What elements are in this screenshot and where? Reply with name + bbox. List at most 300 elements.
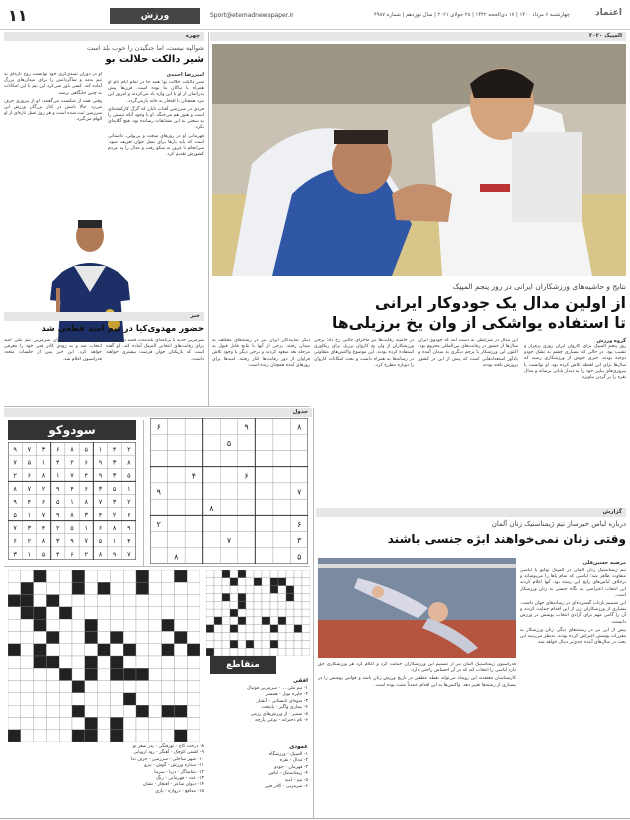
crossword-cell[interactable]: [136, 717, 149, 729]
crossword-cell[interactable]: [187, 619, 200, 631]
crossword-cell[interactable]: [222, 601, 230, 609]
crossword-cell[interactable]: [110, 570, 123, 582]
crossword-cell[interactable]: [110, 607, 123, 619]
sudoku-grid[interactable]: [150, 418, 308, 564]
crossword-cell[interactable]: [136, 656, 149, 668]
crossword-cell[interactable]: [230, 586, 238, 594]
crossword-cell[interactable]: [174, 644, 187, 656]
crossword-cell[interactable]: [162, 595, 175, 607]
crossword-cell[interactable]: [294, 640, 302, 648]
crossword-cell[interactable]: [246, 586, 254, 594]
crossword-cell[interactable]: [238, 633, 246, 641]
crossword-cell[interactable]: [187, 717, 200, 729]
crossword-cell[interactable]: [278, 586, 286, 594]
crossword-cell[interactable]: [136, 619, 149, 631]
crossword-cell[interactable]: [123, 681, 136, 693]
crossword-cell[interactable]: [214, 648, 222, 656]
crossword-cell[interactable]: [59, 717, 72, 729]
crossword-cell[interactable]: [294, 586, 302, 594]
crossword-cell[interactable]: [302, 593, 310, 601]
crossword-cell[interactable]: [214, 593, 222, 601]
crossword-cell[interactable]: [262, 609, 270, 617]
crossword-cell[interactable]: [246, 633, 254, 641]
crossword-cell[interactable]: [187, 607, 200, 619]
crossword-cell[interactable]: [278, 609, 286, 617]
crossword-cell[interactable]: [149, 595, 162, 607]
crossword-cell[interactable]: [46, 582, 59, 594]
crossword-cell[interactable]: [21, 631, 34, 643]
crossword-cell[interactable]: [149, 656, 162, 668]
crossword-cell[interactable]: [230, 601, 238, 609]
crossword-cell[interactable]: [123, 705, 136, 717]
crossword-cell[interactable]: [98, 681, 111, 693]
crossword-cell[interactable]: [162, 681, 175, 693]
crossword-block: [222, 593, 230, 601]
crossword-cell[interactable]: [254, 586, 262, 594]
crossword-cell[interactable]: [222, 633, 230, 641]
crossword-cell[interactable]: [174, 668, 187, 680]
crossword-cell[interactable]: [123, 607, 136, 619]
crossword-cell[interactable]: [286, 633, 294, 641]
crossword-cell[interactable]: [214, 570, 222, 578]
crossword-cell[interactable]: [270, 593, 278, 601]
crossword-cell[interactable]: [136, 681, 149, 693]
section-email[interactable]: Sport@etemadnewspaper.ir: [210, 12, 294, 19]
crossword-cell[interactable]: [254, 640, 262, 648]
crossword-cell[interactable]: [214, 586, 222, 594]
crossword-cell[interactable]: [187, 668, 200, 680]
crossword-cell[interactable]: [214, 578, 222, 586]
crossword-cell[interactable]: [72, 644, 85, 656]
crossword-cell[interactable]: [8, 570, 21, 582]
crossword-cell[interactable]: [286, 625, 294, 633]
crossword-cell[interactable]: [302, 633, 310, 641]
crossword-cell[interactable]: [98, 595, 111, 607]
crossword-cell[interactable]: [123, 619, 136, 631]
crossword-cell[interactable]: [286, 570, 294, 578]
crossword-cell[interactable]: [238, 609, 246, 617]
crossword-cell[interactable]: [286, 617, 294, 625]
crossword-cell[interactable]: [230, 593, 238, 601]
face-author: امیررضا احمدی: [166, 72, 204, 78]
crossword-cell[interactable]: [254, 648, 262, 656]
crossword-cell[interactable]: [21, 570, 34, 582]
crossword-cell[interactable]: [46, 717, 59, 729]
crossword-cell[interactable]: [46, 644, 59, 656]
crossword-cell[interactable]: [149, 570, 162, 582]
crossword-cell[interactable]: [72, 668, 85, 680]
clues-across: [208, 686, 308, 742]
crossword-cell[interactable]: [149, 668, 162, 680]
crossword-cell[interactable]: [85, 570, 98, 582]
crossword-cell[interactable]: [21, 693, 34, 705]
crossword-cell[interactable]: [46, 681, 59, 693]
crossword-cell[interactable]: [230, 617, 238, 625]
crossword-cell[interactable]: [34, 717, 47, 729]
crossword-cell[interactable]: [98, 570, 111, 582]
crossword-cell[interactable]: [238, 578, 246, 586]
crossword-cell[interactable]: [8, 693, 21, 705]
crossword-cell[interactable]: [46, 619, 59, 631]
crossword-cell[interactable]: [98, 656, 111, 668]
crossword-cell[interactable]: [8, 631, 21, 643]
crossword-cell[interactable]: [294, 578, 302, 586]
crossword-cell[interactable]: [262, 593, 270, 601]
crossword-block: [123, 644, 136, 656]
crossword-cell[interactable]: [206, 609, 214, 617]
crossword-cell[interactable]: [294, 648, 302, 656]
crossword-cell[interactable]: [72, 717, 85, 729]
crossword-cell[interactable]: [302, 625, 310, 633]
crossword-cell[interactable]: [123, 631, 136, 643]
crossword-cell[interactable]: [21, 681, 34, 693]
crossword-cell[interactable]: [206, 593, 214, 601]
crossword-cell[interactable]: [278, 601, 286, 609]
crossword-cell[interactable]: [222, 586, 230, 594]
crossword-cell[interactable]: [206, 633, 214, 641]
crossword-cell[interactable]: [149, 730, 162, 742]
crossword-cell[interactable]: [246, 601, 254, 609]
crossword-cell[interactable]: [187, 582, 200, 594]
crossword-cell[interactable]: [21, 619, 34, 631]
crossword-cell[interactable]: [230, 570, 238, 578]
crossword-cell[interactable]: [59, 681, 72, 693]
crossword-cell[interactable]: [34, 631, 47, 643]
crossword-cell[interactable]: [149, 644, 162, 656]
crossword-cell[interactable]: [8, 668, 21, 680]
crossword-cell[interactable]: [8, 607, 21, 619]
crossword-cell[interactable]: [262, 601, 270, 609]
crossword-cell[interactable]: [270, 601, 278, 609]
crossword-cell[interactable]: [187, 656, 200, 668]
crossword-cell[interactable]: [230, 633, 238, 641]
crossword-cell[interactable]: [214, 601, 222, 609]
crossword-cell[interactable]: [85, 582, 98, 594]
crossword-cell[interactable]: [98, 693, 111, 705]
crossword-cell[interactable]: [59, 582, 72, 594]
crossword-cell[interactable]: [46, 570, 59, 582]
crossword-cell[interactable]: [302, 609, 310, 617]
crossword-cell[interactable]: [46, 668, 59, 680]
crossword-cell[interactable]: [174, 717, 187, 729]
crossword-cell[interactable]: [302, 648, 310, 656]
crossword-cell[interactable]: [187, 730, 200, 742]
crossword-cell[interactable]: [286, 609, 294, 617]
crossword-cell[interactable]: [254, 601, 262, 609]
crossword-cell[interactable]: [294, 633, 302, 641]
crossword-cell[interactable]: [174, 595, 187, 607]
sudoku-digit: ۱: [112, 537, 117, 546]
crossword-cell[interactable]: [214, 640, 222, 648]
crossword-cell[interactable]: [98, 631, 111, 643]
crossword-cell[interactable]: [162, 656, 175, 668]
crossword-cell[interactable]: [246, 593, 254, 601]
crossword-cell[interactable]: [230, 648, 238, 656]
sudoku-digit: ۲: [127, 445, 131, 454]
crossword-cell[interactable]: [286, 640, 294, 648]
crossword-cell[interactable]: [136, 730, 149, 742]
crossword-cell[interactable]: [149, 582, 162, 594]
crossword-cell[interactable]: [21, 656, 34, 668]
crossword-cell[interactable]: [238, 625, 246, 633]
crossword-cell[interactable]: [162, 717, 175, 729]
crossword-cell[interactable]: [206, 578, 214, 586]
crossword-cell[interactable]: [72, 631, 85, 643]
crossword-cell[interactable]: [46, 730, 59, 742]
crossword-cell[interactable]: [162, 730, 175, 742]
crossword-cell[interactable]: [222, 609, 230, 617]
crossword-cell[interactable]: [162, 693, 175, 705]
crossword-cell[interactable]: [8, 619, 21, 631]
crossword-cell[interactable]: [246, 578, 254, 586]
crossword-cell[interactable]: [85, 681, 98, 693]
crossword-cell[interactable]: [262, 570, 270, 578]
crossword-cell[interactable]: [278, 570, 286, 578]
crossword-cell[interactable]: [222, 578, 230, 586]
crossword-cell[interactable]: [238, 640, 246, 648]
crossword-cell[interactable]: [278, 593, 286, 601]
crossword-cell[interactable]: [149, 619, 162, 631]
crossword-cell[interactable]: [34, 681, 47, 693]
crossword-cell[interactable]: [21, 668, 34, 680]
column-divider: [208, 32, 209, 406]
crossword-cell[interactable]: [270, 633, 278, 641]
crossword-cell[interactable]: [123, 656, 136, 668]
crossword-cell[interactable]: [294, 617, 302, 625]
crossword-cell[interactable]: [21, 644, 34, 656]
crossword-cell[interactable]: [34, 693, 47, 705]
crossword-cell[interactable]: [294, 601, 302, 609]
crossword-cell[interactable]: [254, 625, 262, 633]
crossword-cell[interactable]: [110, 693, 123, 705]
crossword-cell[interactable]: [187, 681, 200, 693]
crossword-cell[interactable]: [149, 681, 162, 693]
crossword-cell[interactable]: [206, 617, 214, 625]
crossword-cell[interactable]: [206, 640, 214, 648]
crossword-cell[interactable]: [98, 668, 111, 680]
sudoku-digit: ۱: [27, 510, 32, 519]
crossword-cell[interactable]: [149, 693, 162, 705]
crossword-cell[interactable]: [214, 633, 222, 641]
crossword-cell[interactable]: [8, 681, 21, 693]
crossword-cell[interactable]: [302, 570, 310, 578]
crossword-cell[interactable]: [222, 640, 230, 648]
crossword-cell[interactable]: [110, 644, 123, 656]
crossword-cell[interactable]: [254, 570, 262, 578]
crossword-cell[interactable]: [174, 681, 187, 693]
crossword-cell[interactable]: [222, 648, 230, 656]
crossword-cell[interactable]: [174, 619, 187, 631]
crossword-cell[interactable]: [262, 633, 270, 641]
crossword-cell[interactable]: [238, 648, 246, 656]
crossword-cell[interactable]: [278, 640, 286, 648]
crossword-cell[interactable]: [162, 607, 175, 619]
crossword-cell[interactable]: [149, 717, 162, 729]
crossword-cell[interactable]: [8, 582, 21, 594]
crossword-cell[interactable]: [206, 586, 214, 594]
crossword-cell[interactable]: [59, 656, 72, 668]
crossword-cell[interactable]: [34, 668, 47, 680]
crossword-cell[interactable]: [214, 609, 222, 617]
crossword-cell[interactable]: [98, 717, 111, 729]
crossword-cell[interactable]: [8, 705, 21, 717]
crossword-cell[interactable]: [34, 582, 47, 594]
crossword-cell[interactable]: [123, 570, 136, 582]
crossword-cell[interactable]: [187, 705, 200, 717]
crossword-cell[interactable]: [262, 648, 270, 656]
crossword-cell[interactable]: [262, 586, 270, 594]
crossword-cell[interactable]: [85, 644, 98, 656]
crossword-cell[interactable]: [246, 617, 254, 625]
crossword-cell[interactable]: [162, 570, 175, 582]
crossword-cell[interactable]: [214, 625, 222, 633]
crossword-cell[interactable]: [72, 595, 85, 607]
crossword-cell[interactable]: [59, 644, 72, 656]
crossword-cell[interactable]: [123, 595, 136, 607]
crossword-cell[interactable]: [8, 656, 21, 668]
clues-down: [208, 752, 308, 818]
crossword-cell[interactable]: [174, 582, 187, 594]
crossword-cell[interactable]: [246, 625, 254, 633]
crossword-cell[interactable]: [302, 578, 310, 586]
crossword-cell[interactable]: [149, 705, 162, 717]
crossword-cell[interactable]: [278, 625, 286, 633]
crossword-cell[interactable]: [294, 570, 302, 578]
crossword-cell[interactable]: [85, 595, 98, 607]
crossword-cell[interactable]: [270, 648, 278, 656]
crossword-cell[interactable]: [136, 631, 149, 643]
crossword-block: [110, 656, 123, 668]
crossword-small-grid[interactable]: [206, 570, 310, 656]
crossword-cell[interactable]: [187, 693, 200, 705]
crossword-cell[interactable]: [254, 633, 262, 641]
crossword-cell[interactable]: [85, 693, 98, 705]
crossword-cell[interactable]: [136, 607, 149, 619]
sudoku-digit: ۴: [56, 550, 60, 559]
crossword-cell[interactable]: [72, 607, 85, 619]
crossword-cell[interactable]: [254, 593, 262, 601]
crossword-cell[interactable]: [222, 625, 230, 633]
crossword-cell[interactable]: [59, 730, 72, 742]
crossword-cell[interactable]: [59, 631, 72, 643]
crossword-cell[interactable]: [123, 582, 136, 594]
crossword-cell[interactable]: [222, 617, 230, 625]
crossword-cell[interactable]: [8, 717, 21, 729]
crossword-cell[interactable]: [46, 693, 59, 705]
crossword-cell[interactable]: [302, 640, 310, 648]
crossword-cell[interactable]: [98, 607, 111, 619]
crossword-cell[interactable]: [85, 607, 98, 619]
crossword-cell[interactable]: [270, 617, 278, 625]
crossword-cell[interactable]: [85, 705, 98, 717]
sudoku-digit: ۳: [13, 550, 17, 559]
crossword-cell[interactable]: [98, 705, 111, 717]
crossword-cell[interactable]: [59, 595, 72, 607]
crossword-cell[interactable]: [21, 730, 34, 742]
crossword-cell[interactable]: [136, 595, 149, 607]
crossword-cell[interactable]: [187, 631, 200, 643]
crossword-cell[interactable]: [262, 625, 270, 633]
crossword-cell[interactable]: [98, 619, 111, 631]
crossword-cell[interactable]: [162, 631, 175, 643]
crossword-cell[interactable]: [206, 570, 214, 578]
crossword-cell[interactable]: [21, 717, 34, 729]
crossword-cell[interactable]: [34, 595, 47, 607]
crossword-cell[interactable]: [187, 595, 200, 607]
crossword-cell[interactable]: [46, 705, 59, 717]
crossword-cell[interactable]: [110, 619, 123, 631]
crossword-cell[interactable]: [98, 730, 111, 742]
crossword-cell[interactable]: [136, 644, 149, 656]
crossword-cell[interactable]: [294, 593, 302, 601]
crossword-cell[interactable]: [59, 619, 72, 631]
crossword-cell[interactable]: [136, 693, 149, 705]
crossword-cell[interactable]: [302, 617, 310, 625]
crossword-cell[interactable]: [110, 681, 123, 693]
crossword-cell[interactable]: [270, 609, 278, 617]
crossword-cell[interactable]: [174, 607, 187, 619]
crossword-cell[interactable]: [123, 717, 136, 729]
crossword-cell[interactable]: [254, 609, 262, 617]
crossword-cell[interactable]: [286, 578, 294, 586]
crossword-cell[interactable]: [187, 570, 200, 582]
crossword-cell[interactable]: [110, 582, 123, 594]
crossword-cell[interactable]: [21, 705, 34, 717]
crossword-cell[interactable]: [262, 578, 270, 586]
crossword-cell[interactable]: [246, 570, 254, 578]
crossword-grid[interactable]: [8, 570, 200, 742]
clue-item: ۳- میوه‌ای تابستانی - آبشار: [256, 698, 308, 704]
crossword-cell[interactable]: [162, 582, 175, 594]
crossword-cell[interactable]: [302, 586, 310, 594]
crossword-cell[interactable]: [72, 656, 85, 668]
crossword-block: [174, 705, 187, 717]
crossword-cell[interactable]: [174, 693, 187, 705]
crossword-cell[interactable]: [72, 693, 85, 705]
crossword-cell[interactable]: [270, 570, 278, 578]
crossword-cell[interactable]: [174, 656, 187, 668]
sudoku-digit: ۱: [27, 550, 32, 559]
crossword-cell[interactable]: [72, 619, 85, 631]
crossword-cell[interactable]: [34, 730, 47, 742]
crossword-cell[interactable]: [149, 607, 162, 619]
crossword-cell[interactable]: [286, 601, 294, 609]
crossword-cell[interactable]: [286, 648, 294, 656]
crossword-cell[interactable]: [254, 617, 262, 625]
crossword-cell[interactable]: [278, 648, 286, 656]
crossword-cell[interactable]: [59, 570, 72, 582]
crossword-cell[interactable]: [46, 607, 59, 619]
crossword-cell[interactable]: [238, 586, 246, 594]
crossword-cell[interactable]: [206, 601, 214, 609]
crossword-cell[interactable]: [302, 601, 310, 609]
crossword-block: [85, 668, 98, 680]
crossword-cell[interactable]: [110, 705, 123, 717]
crossword-cell[interactable]: [110, 595, 123, 607]
crossword-cell[interactable]: [149, 631, 162, 643]
crossword-cell[interactable]: [34, 705, 47, 717]
crossword-cell[interactable]: [246, 609, 254, 617]
crossword-cell[interactable]: [278, 633, 286, 641]
crossword-cell[interactable]: [59, 705, 72, 717]
crossword-cell[interactable]: [123, 730, 136, 742]
puzzle-divider: [143, 420, 144, 566]
crossword-cell[interactable]: [246, 648, 254, 656]
crossword-cell[interactable]: [262, 640, 270, 648]
crossword-cell[interactable]: [294, 609, 302, 617]
crossword-cell[interactable]: [59, 693, 72, 705]
crossword-cell[interactable]: [162, 668, 175, 680]
